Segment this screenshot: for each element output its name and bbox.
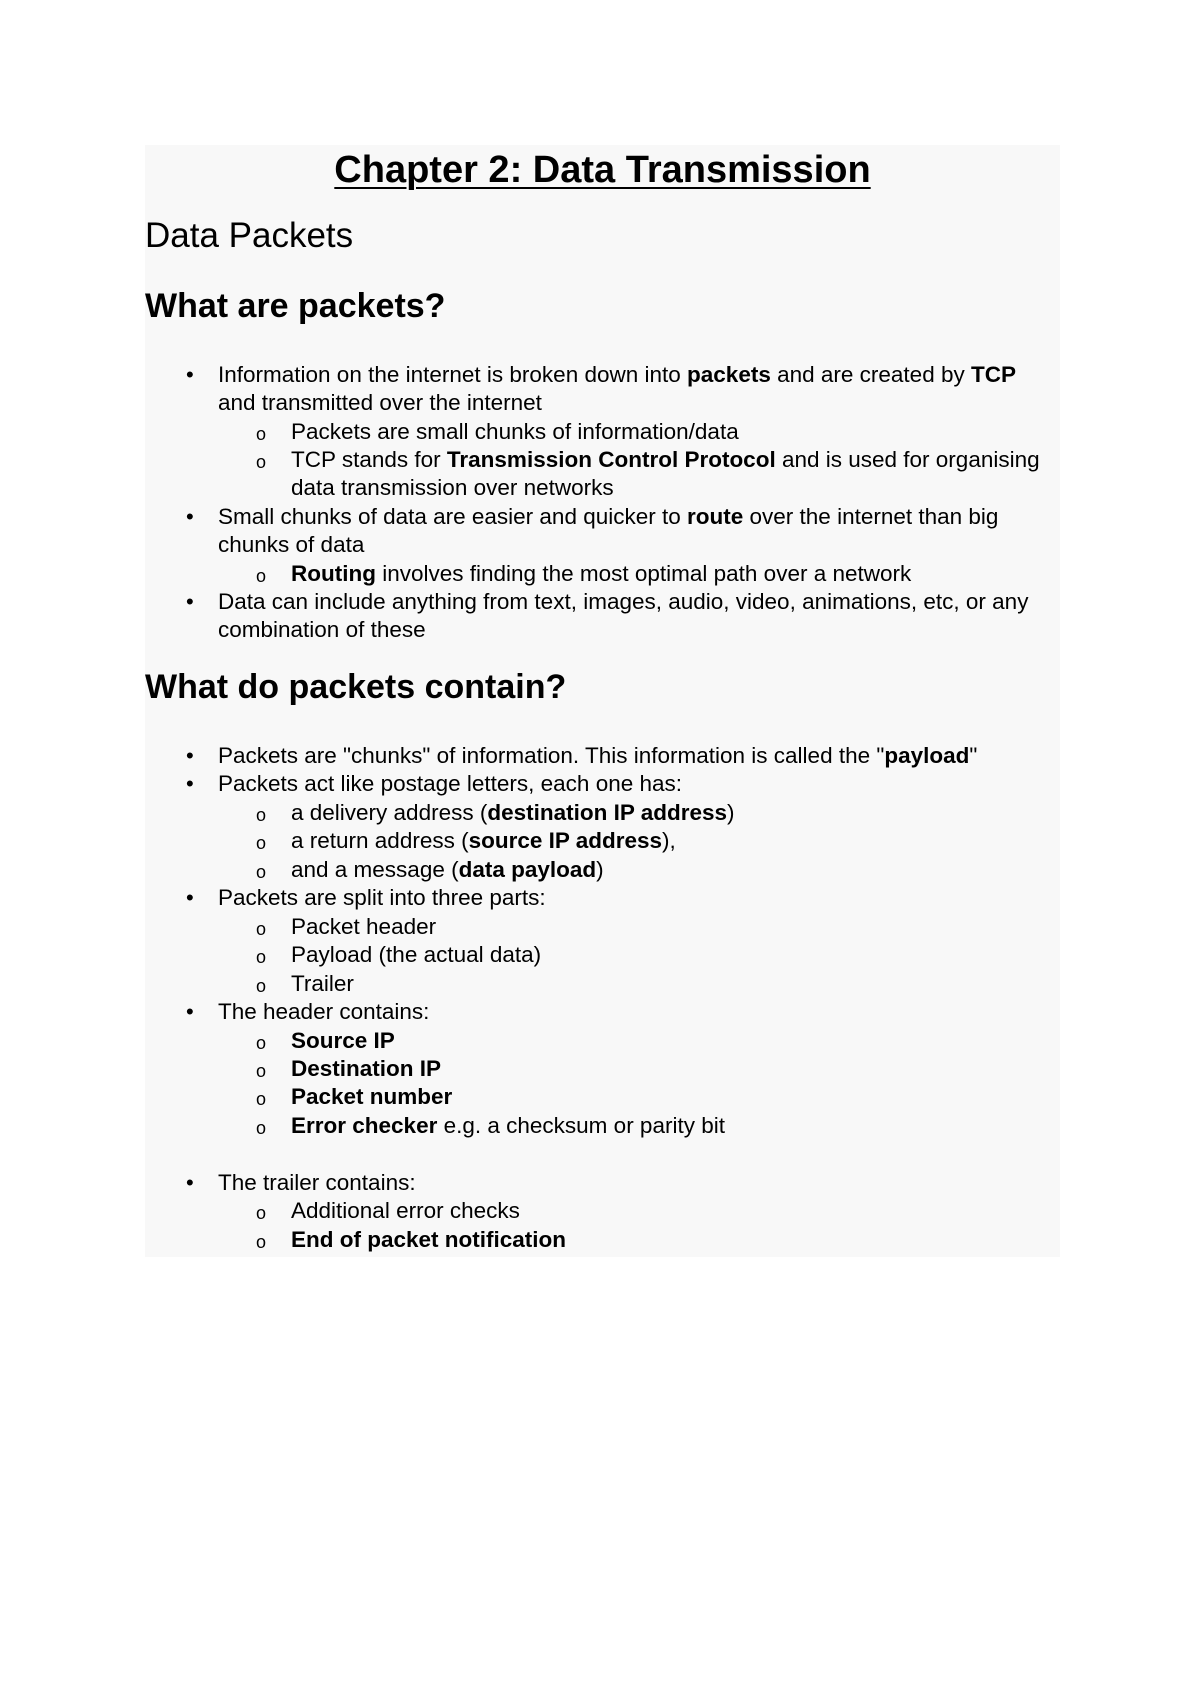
document-page <box>145 145 1060 1257</box>
bullet-icon: • <box>186 362 194 387</box>
sub-list-item: o Packets are small chunks of information/data <box>291 418 1051 446</box>
sub-bullet-icon: o <box>256 1061 267 1081</box>
sub-bullet-icon: o <box>256 976 267 996</box>
sub-bullet-icon: o <box>256 424 267 444</box>
sub-list-item: o Trailer <box>291 970 1051 998</box>
bullet-icon: • <box>186 743 194 768</box>
sub-list-item: o Error checker e.g. a checksum or parity bit <box>291 1112 1051 1140</box>
sub-list-item: o Additional error checks <box>291 1197 1051 1225</box>
bullet-icon: • <box>186 885 194 910</box>
list-item: • The trailer contains: <box>218 1169 1058 1197</box>
list-item: • Small chunks of data are easier and quicker to route over the internet than big chunks of data <box>186 504 999 558</box>
sub-list-item: o Source IP <box>291 1027 1051 1055</box>
list-item: • Information on the internet is broken down into packets and are created by TCP and transmitted over the internet <box>186 362 1016 416</box>
sub-bullet-icon: o <box>256 833 267 853</box>
sub-list-item: o a delivery address (destination IP address) <box>291 799 1051 827</box>
chapter-title: Chapter 2: Data Transmission <box>334 149 871 191</box>
sub-list-item: o and a message (data payload) <box>291 856 1051 884</box>
sub-list-item: o Destination IP <box>291 1055 1051 1083</box>
sub-list-item: o Payload (the actual data) <box>291 941 1051 969</box>
sub-list-item: o End of packet notification <box>291 1226 1051 1254</box>
bullet-icon: • <box>186 771 194 796</box>
sub-bullet-icon: o <box>256 1033 267 1053</box>
heading-what-are-packets: What are packets? <box>145 287 446 325</box>
sub-list-item: o Routing involves finding the most optimal path over a network <box>291 560 1051 588</box>
bullet-icon: • <box>186 999 194 1024</box>
sub-list-item: o TCP stands for Transmission Control Protocol and is used for organising data transmission over networks <box>256 447 1040 501</box>
sub-bullet-icon: o <box>256 1089 267 1109</box>
list-item: • Packets are "chunks" of information. This information is called the "payload" <box>218 742 1058 770</box>
list-item: • Packets are split into three parts: <box>218 884 1058 912</box>
sub-bullet-icon: o <box>256 1203 267 1223</box>
sub-bullet-icon: o <box>256 919 267 939</box>
sub-bullet-icon: o <box>256 1118 267 1138</box>
sub-bullet-icon: o <box>256 452 267 472</box>
sub-list-item: o a return address (source IP address), <box>291 827 1051 855</box>
list-item: • Packets act like postage letters, each one has: <box>218 770 1058 798</box>
sub-bullet-icon: o <box>256 1232 267 1252</box>
sub-bullet-icon: o <box>256 862 267 882</box>
sub-bullet-icon: o <box>256 805 267 825</box>
bullet-icon: • <box>186 589 194 614</box>
section-title: Data Packets <box>145 216 354 255</box>
bullet-icon: • <box>186 504 194 529</box>
sub-bullet-icon: o <box>256 566 267 586</box>
list-item: • The header contains: <box>218 998 1058 1026</box>
bullet-icon: • <box>186 1170 194 1195</box>
sub-bullet-icon: o <box>256 947 267 967</box>
heading-what-do-packets-contain: What do packets contain? <box>145 668 567 706</box>
sub-list-item: o Packet header <box>291 913 1051 941</box>
list-item: • Data can include anything from text, images, audio, video, animations, etc, or any combination of these <box>186 589 1029 643</box>
sub-list-item: o Packet number <box>291 1083 1051 1111</box>
